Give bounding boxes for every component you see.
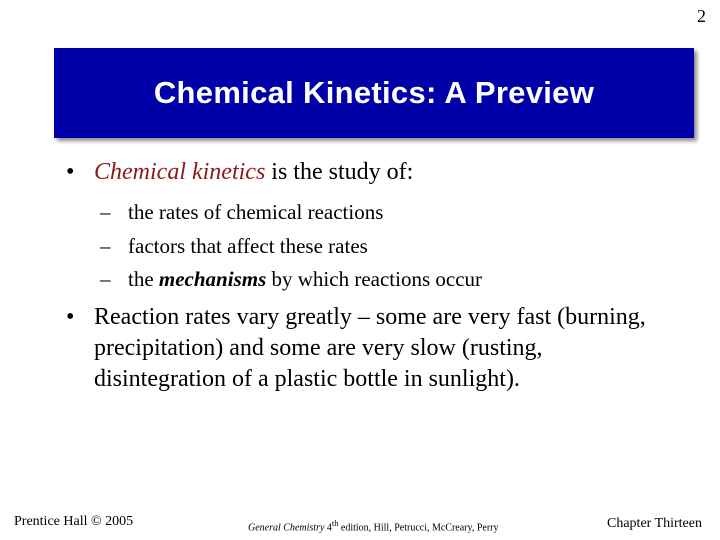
page-number: 2: [697, 6, 706, 26]
sub-bullet-factors: [100, 230, 482, 264]
bullet-reaction-rates: [66, 302, 646, 395]
term-chemical-kinetics: Chemical kinetics: [94, 159, 266, 185]
bullet-rest: is the study of:: [265, 159, 414, 185]
slide-title: Chemical Kinetics: A Preview: [153, 75, 595, 110]
bullet-chemical-kinetics: [66, 157, 413, 188]
edition-number: 4: [326, 522, 332, 534]
sub-bullet-text-pre: the: [128, 267, 159, 291]
authors: edition, Hill, Petrucci, McCreary, Perry: [338, 522, 499, 534]
dash-marker: –: [100, 233, 111, 258]
footer-copyright: Prentice Hall © 2005: [14, 514, 134, 529]
sub-bullet-text-post: by which reactions occur: [266, 267, 483, 291]
sub-bullet-rates: [100, 196, 482, 230]
footer-chapter: Chapter Thirteen: [607, 516, 702, 531]
bullet-text: Reaction rates vary greatly – some are very fast (burning, precipitation) and some are very slow (rusting, disintegration of a plastic bottle in sunlight).: [94, 304, 646, 392]
sub-bullet-list: [100, 196, 482, 297]
dash-marker: –: [100, 267, 111, 291]
dash-marker: –: [100, 200, 111, 224]
sub-bullet-text: the rates of chemical reactions: [128, 200, 384, 224]
book-title: General Chemistry: [248, 522, 325, 534]
sub-bullet-text: factors that affect these rates: [128, 233, 368, 258]
footer-book-citation: [248, 519, 499, 533]
emphasis-mechanisms: mechanisms: [158, 267, 267, 291]
title-bar: [54, 48, 694, 138]
edition-suffix: th: [331, 519, 339, 528]
bullet-text: [94, 157, 413, 188]
bullet-marker: •: [66, 304, 75, 330]
bullet-marker: •: [66, 159, 75, 185]
sub-bullet-mechanisms: [100, 263, 482, 297]
